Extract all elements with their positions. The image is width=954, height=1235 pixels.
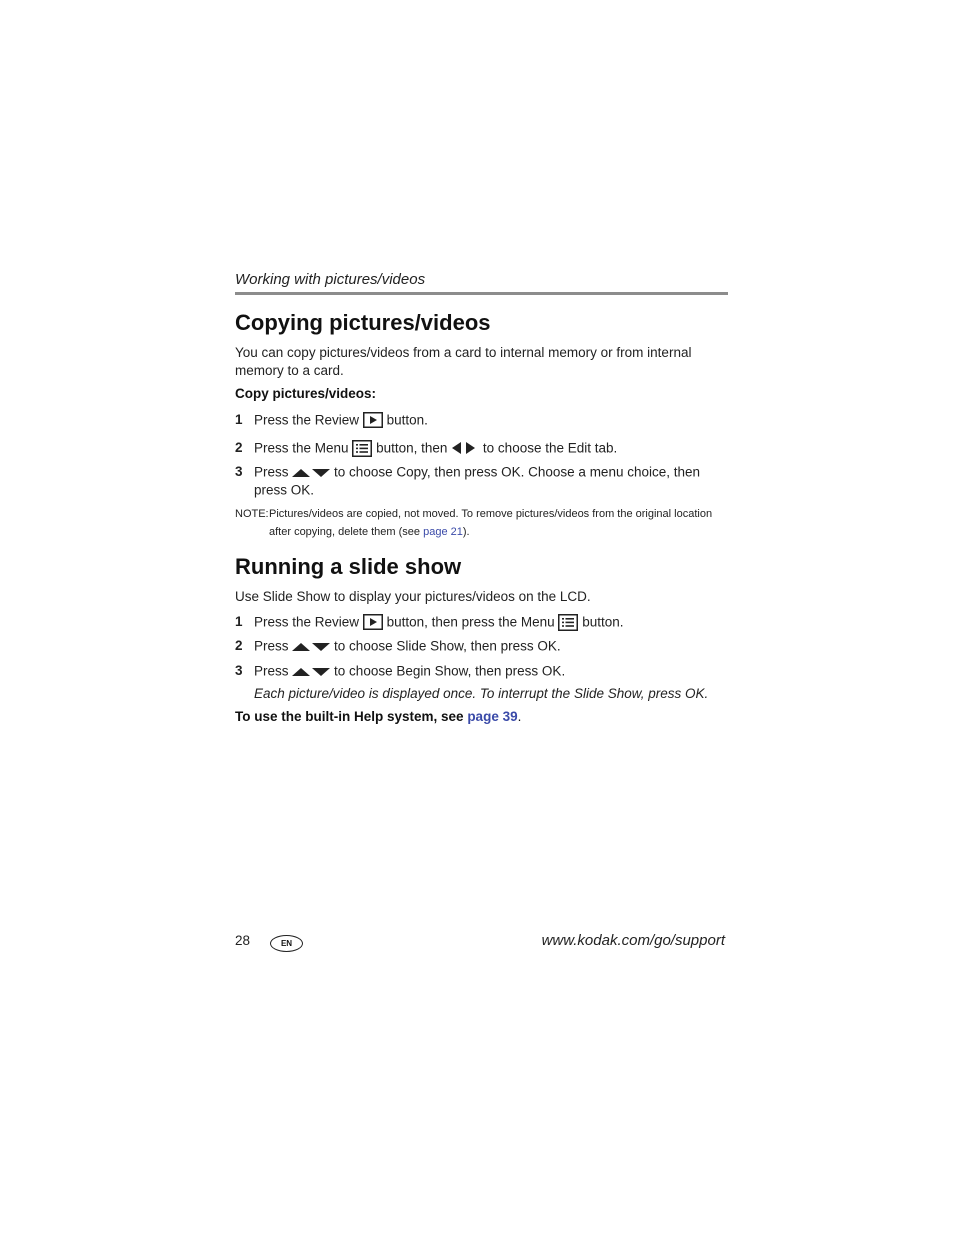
copy-step-1 xyxy=(235,411,728,429)
step-text: Press xyxy=(254,638,289,654)
help-text: To use the built-in Help system, see xyxy=(235,709,468,724)
copy-subhead: Copy pictures/videos: xyxy=(235,386,377,401)
step-text: Press the Menu xyxy=(254,440,349,456)
step-number: 1 xyxy=(235,412,243,427)
step-number: 3 xyxy=(235,464,243,479)
note-label: NOTE: xyxy=(235,508,269,520)
page-number: 28 xyxy=(235,933,251,948)
language-badge: EN xyxy=(270,935,303,952)
page-39-link[interactable]: page 39 xyxy=(467,709,518,724)
slide-step-1 xyxy=(235,613,728,631)
left-right-arrows-icon xyxy=(451,441,479,455)
help-reference xyxy=(235,709,521,724)
section-title-copying: Copying pictures/videos xyxy=(235,310,491,335)
running-header: Working with pictures/videos xyxy=(235,271,426,288)
step-number: 3 xyxy=(235,663,243,678)
up-down-arrows-icon xyxy=(292,466,330,478)
note-text-end: ). xyxy=(462,526,470,538)
step-text: Press the Review xyxy=(254,614,360,630)
menu-button-icon xyxy=(558,614,578,631)
step-text: to choose Begin Show, then press OK. xyxy=(334,663,566,679)
page-21-link[interactable]: page 21 xyxy=(423,526,463,538)
slide-step-3 xyxy=(235,662,728,680)
slide-result-text: Each picture/video is displayed once. To interrupt the Slide Show, press OK. xyxy=(254,686,709,701)
step-text: Press the Review xyxy=(254,412,360,428)
step-text: button, then xyxy=(376,440,448,456)
support-url[interactable]: www.kodak.com/go/support xyxy=(541,932,725,949)
step-text: to choose the Edit tab. xyxy=(482,440,618,456)
step-text: button. xyxy=(386,412,428,428)
step-text: to choose Copy, then press OK. Choose a menu choice, then press OK. xyxy=(254,464,701,498)
up-down-arrows-icon xyxy=(292,665,330,677)
step-text: Press xyxy=(254,464,289,480)
step-number: 2 xyxy=(235,638,243,653)
note-text: Pictures/videos are copied, not moved. To remove pictures/videos from the original location after copying, delete them (see xyxy=(269,508,713,538)
review-button-icon xyxy=(363,412,383,428)
step-text: Press xyxy=(254,663,289,679)
step-text: button. xyxy=(582,614,624,630)
slide-step-2 xyxy=(235,637,728,655)
step-number: 2 xyxy=(235,440,243,455)
copy-note xyxy=(235,505,728,541)
step-text: button, then press the Menu xyxy=(386,614,555,630)
section-title-slide-show: Running a slide show xyxy=(235,554,462,579)
copy-step-2 xyxy=(235,439,728,457)
review-button-icon xyxy=(363,614,383,630)
menu-button-icon xyxy=(352,440,372,457)
slide-intro: Use Slide Show to display your pictures/videos on the LCD. xyxy=(235,589,591,604)
copy-step-3 xyxy=(235,463,728,499)
up-down-arrows-icon xyxy=(292,640,330,652)
step-text: to choose Slide Show, then press OK. xyxy=(334,638,561,654)
copy-intro: You can copy pictures/videos from a card to internal memory or from internal memory to a card. xyxy=(235,345,692,378)
header-rule xyxy=(235,292,728,295)
help-text-end: . xyxy=(517,709,522,724)
step-number: 1 xyxy=(235,614,243,629)
